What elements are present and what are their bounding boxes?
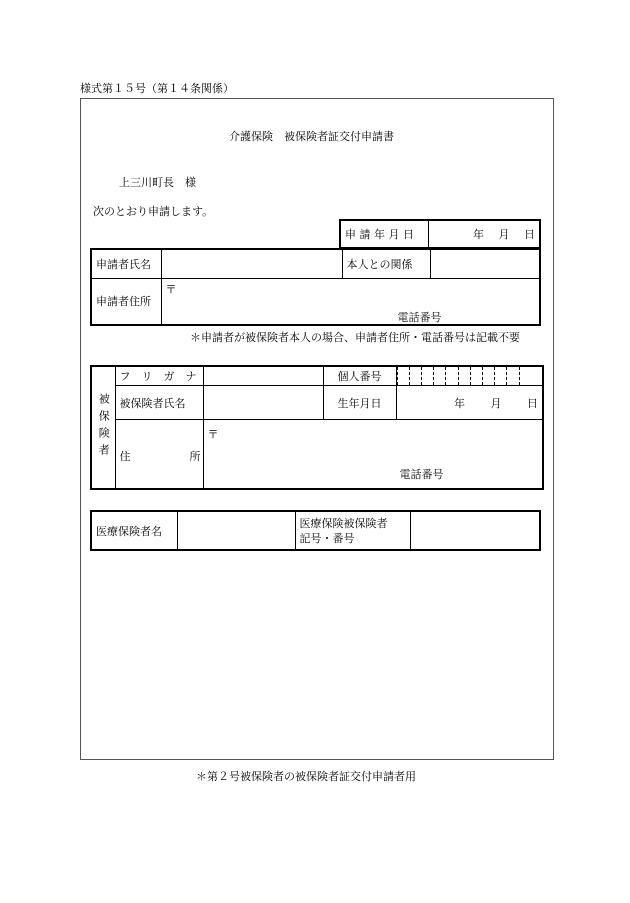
insured-postal-mark: 〒 <box>207 428 219 441</box>
personal-number-field[interactable] <box>396 366 543 386</box>
digit-box[interactable] <box>531 367 542 385</box>
digit-box[interactable] <box>409 367 421 385</box>
insured-side-label: 被保険者 <box>91 366 115 489</box>
applicant-table <box>90 248 541 326</box>
insured-address-field[interactable] <box>203 420 543 489</box>
digit-box[interactable] <box>494 367 506 385</box>
application-date-label: 申 請 年 月 日 <box>340 220 428 248</box>
insured-phone-label: 電話番号 <box>399 468 444 481</box>
birth-date-label: 生年月日 <box>323 386 396 420</box>
application-date-table <box>339 219 541 249</box>
applicant-phone-label: 電話番号 <box>397 310 442 324</box>
insured-address-label <box>115 420 203 489</box>
digit-box[interactable] <box>433 367 445 385</box>
medical-insurer-label: 医療保険者名 <box>91 511 177 550</box>
birth-date-field[interactable]: 年 月 日 <box>396 386 543 420</box>
form-id: 様式第１５号（第１４条関係） <box>80 82 234 95</box>
applicant-postal-mark: 〒 <box>165 282 177 296</box>
medical-number-label-line2: 記号・番号 <box>299 531 355 545</box>
digit-box[interactable] <box>506 367 518 385</box>
personal-number-label: 個人番号 <box>323 366 396 386</box>
digit-box[interactable] <box>421 367 433 385</box>
furigana-field[interactable] <box>203 366 323 386</box>
form-title: 介護保険 被保険者証交付申請書 <box>229 130 394 143</box>
address-label-char-1: 住 <box>119 450 131 463</box>
furigana-label: フ リ ガ ナ <box>115 366 203 386</box>
insured-table <box>90 365 544 490</box>
insured-name-field[interactable] <box>203 386 323 420</box>
digit-box[interactable] <box>519 367 531 385</box>
digit-box[interactable] <box>482 367 494 385</box>
medical-insurance-table <box>90 510 541 551</box>
applicant-address-label: 申請者住所 <box>91 278 161 325</box>
medical-insurer-field[interactable] <box>177 511 295 550</box>
digit-box[interactable] <box>445 367 457 385</box>
applicant-address-field[interactable] <box>161 278 540 325</box>
intro-text: 次のとおり申請します。 <box>93 205 214 218</box>
digit-box[interactable] <box>470 367 482 385</box>
applicant-note: ＊申請者が被保険者本人の場合、申請者住所・電話番号は記載不要 <box>190 331 520 344</box>
application-date-field[interactable]: 年 月 日 <box>428 220 540 248</box>
applicant-name-label: 申請者氏名 <box>91 249 161 278</box>
relation-label: 本人との関係 <box>342 249 430 278</box>
addressee: 上三川町長 様 <box>119 176 196 189</box>
relation-field[interactable] <box>430 249 540 278</box>
applicant-name-field[interactable] <box>161 249 342 278</box>
medical-number-field[interactable] <box>410 511 540 550</box>
digit-box[interactable] <box>397 367 409 385</box>
digit-box[interactable] <box>458 367 470 385</box>
medical-number-label-line1: 医療保険被保険者 <box>299 516 388 530</box>
footer-note: ＊第２号被保険者の被保険者証交付申請者用 <box>196 770 416 783</box>
medical-number-label <box>295 511 410 550</box>
address-label-char-2: 所 <box>189 450 201 463</box>
insured-name-label: 被保険者氏名 <box>115 386 203 420</box>
